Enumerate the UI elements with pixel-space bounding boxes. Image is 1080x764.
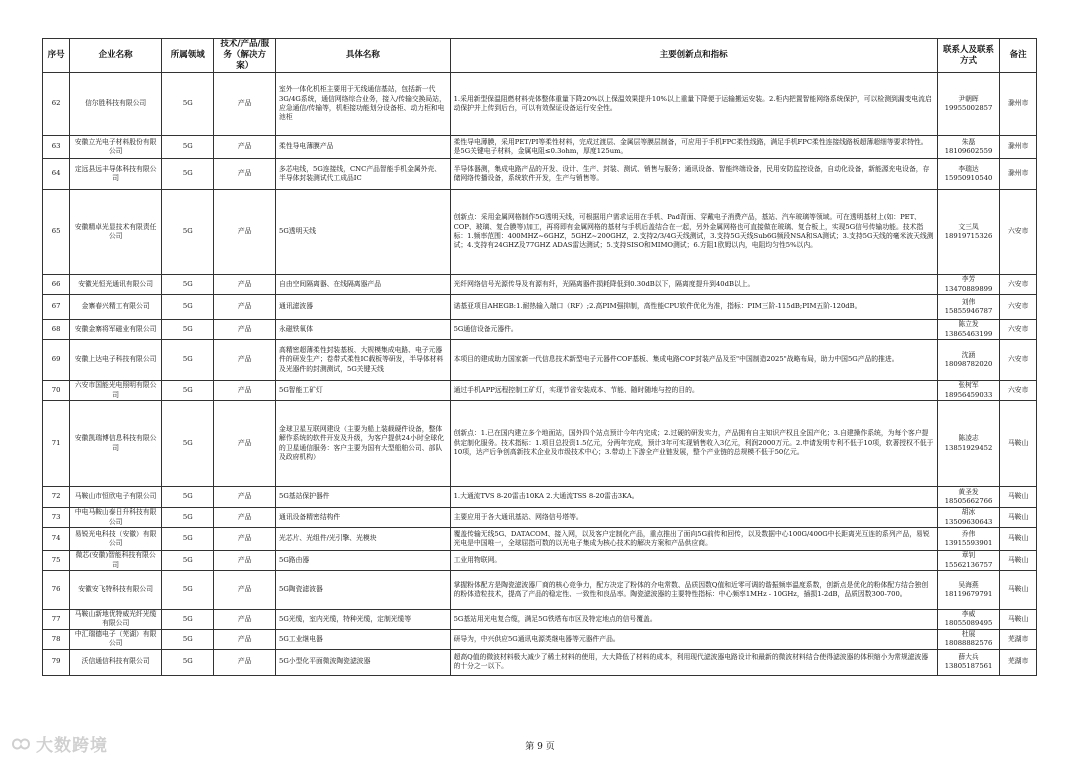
cell-type: 产品 <box>214 381 276 401</box>
cell-company: 沃信通信科技有限公司 <box>70 649 162 675</box>
cell-field: 5G <box>162 649 214 675</box>
header-contact: 联系人及联系方式 <box>937 39 1000 73</box>
cell-name: 自由空间隔离器、在线隔离器产品 <box>276 275 451 295</box>
cell-field: 5G <box>162 340 214 381</box>
cell-name: 柔性导电薄膜产品 <box>276 136 451 159</box>
cell-remark: 六安市 <box>1000 190 1037 275</box>
contact-phone: 13509630643 <box>944 517 993 526</box>
cell-remark: 滁州市 <box>1000 136 1037 159</box>
table-row <box>43 551 1037 571</box>
cell-company: 安徽金寨将军磁业有限公司 <box>70 320 162 340</box>
header-field: 所属领域 <box>162 39 214 73</box>
cell-field: 5G <box>162 487 214 508</box>
cell-company: 中电马鞍山泰日升科技有限公司 <box>70 508 162 528</box>
cell-company: 金寨春兴精工有限公司 <box>70 295 162 320</box>
cell-innovation: 诺基亚项目AHEGB:1.耐热输入端口（RF）;2.高PIM强抑制，高性能CPU软件优化为准，指标：PIM三阶-115dB;PIM五阶-120dB。 <box>450 295 937 320</box>
contact-name: 李威 <box>961 610 976 618</box>
cell-company: 安徽凯瑞博信息科技有限公司 <box>70 401 162 487</box>
cell-no: 79 <box>43 649 70 675</box>
cell-innovation: 掌握粉体配方是陶瓷滤波器厂商的核心竞争力，配方决定了粉体的介电常数、品质因数Q值和近零可调的谐振频率温度系数，创新点是优化的粉体配方结合独创的粉体造粒技术，提高了产品的稳定性、一致性和良品率。陶瓷滤波器的主要特性指标：中心频率1MHz - 10GHz，插损1-2dB，品质因数300-700。 <box>450 571 937 610</box>
contact-phone: 13805187561 <box>944 662 993 671</box>
cell-innovation: 半导体器测，集成电路产品的开发、设计、生产、封装、测试、销售与服务；通讯设备、智能终端设备，民用安防监控设备，自动化设备，新能源充电设备，存储网络传播设备，系统软件开发，生产与销售等。 <box>450 159 937 190</box>
cell-innovation: 5G基站用光电复合缆，满足5G铁塔布市区及特定地点的信号覆盖。 <box>450 610 937 630</box>
cell-company: 马鞍山市恒欣电子有限公司 <box>70 487 162 508</box>
contact-phone: 18098782020 <box>944 360 993 368</box>
contact-phone: 13851929452 <box>944 443 993 452</box>
cell-remark: 芜湖市 <box>1000 649 1037 675</box>
table-row <box>43 629 1037 649</box>
cell-remark: 六安市 <box>1000 295 1037 320</box>
table-row <box>43 381 1037 401</box>
cell-no: 66 <box>43 275 70 295</box>
contact-phone: 13915593901 <box>944 539 993 547</box>
table-body <box>43 73 1037 676</box>
contact-phone: 13470889899 <box>944 284 993 293</box>
contact-name: 吴海燕 <box>958 580 979 589</box>
cell-company: 马鞍山新地优特威光纤光缆有限公司 <box>70 610 162 630</box>
cell-remark: 马鞍山 <box>1000 487 1037 508</box>
cell-innovation: 研导为，中兴供应5G通讯电源类继电器等元器件产品。 <box>450 629 937 649</box>
cell-field: 5G <box>162 320 214 340</box>
cell-contact <box>937 571 1000 610</box>
contact-phone: 18055089495 <box>944 619 993 628</box>
contact-phone: 15950910540 <box>944 174 993 182</box>
cell-type: 产品 <box>214 528 276 551</box>
cell-contact <box>937 508 1000 528</box>
cell-type: 产品 <box>214 487 276 508</box>
contact-phone: 18088882576 <box>944 639 993 648</box>
cell-type: 产品 <box>214 340 276 381</box>
cell-name: 高精密超薄柔性封装基板、大规模集成电路、电子元器件的研发生产；卷带式柔性IC载板等研发，半导体材料及光器件的封测测试，5G关键天线 <box>276 340 451 381</box>
cell-company: 信尔胜科技有限公司 <box>70 73 162 136</box>
cell-type: 产品 <box>214 136 276 159</box>
cell-type: 产品 <box>214 275 276 295</box>
cell-remark: 马鞍山 <box>1000 401 1037 487</box>
table-row <box>43 508 1037 528</box>
cell-field: 5G <box>162 381 214 401</box>
cell-innovation: 超高Q值的微波材料极大减少了稀土材料的使用，大大降低了材料的成本，利用现代滤波器电路设计和最新的微波材料结合使得滤波器的体积缩小为常规滤波器的十分之一以下。 <box>450 649 937 675</box>
cell-field: 5G <box>162 73 214 136</box>
cell-name: 光芯片、光组件/光引擎、光模块 <box>276 528 451 551</box>
cell-no: 62 <box>43 73 70 136</box>
table-row <box>43 159 1037 190</box>
cell-remark: 马鞍山 <box>1000 528 1037 551</box>
cell-no: 72 <box>43 487 70 508</box>
cell-no: 74 <box>43 528 70 551</box>
cell-contact <box>937 275 1000 295</box>
cell-contact <box>937 159 1000 190</box>
cell-contact <box>937 136 1000 159</box>
cell-field: 5G <box>162 275 214 295</box>
cell-name: 5G陶瓷滤波器 <box>276 571 451 610</box>
cell-remark: 六安市 <box>1000 340 1037 381</box>
cell-name: 通讯滤波器 <box>276 295 451 320</box>
cell-no: 64 <box>43 159 70 190</box>
cell-remark: 六安市 <box>1000 320 1037 340</box>
contact-phone: 18505662766 <box>944 497 993 505</box>
cell-field: 5G <box>162 190 214 275</box>
cell-no: 75 <box>43 551 70 571</box>
cell-field: 5G <box>162 159 214 190</box>
table-row <box>43 320 1037 340</box>
cell-contact <box>937 649 1000 675</box>
header-innovation: 主要创新点和指标 <box>450 39 937 73</box>
cell-type: 产品 <box>214 73 276 136</box>
cell-name: 5G光缆，室内光缆，特种光缆，定制光缆等 <box>276 610 451 630</box>
cell-remark: 芜湖市 <box>1000 629 1037 649</box>
cell-type: 产品 <box>214 159 276 190</box>
cell-type: 产品 <box>214 190 276 275</box>
contact-name: 沈涵 <box>961 350 976 359</box>
cell-remark: 马鞍山 <box>1000 551 1037 571</box>
header-remark: 备注 <box>1000 39 1037 73</box>
cell-contact <box>937 551 1000 571</box>
cell-field: 5G <box>162 295 214 320</box>
contact-phone: 15562136757 <box>944 560 993 569</box>
product-table <box>42 38 1037 676</box>
cell-remark: 滁州市 <box>1000 73 1037 136</box>
header-no: 序号 <box>43 39 70 73</box>
watermark-text: 大数跨境 <box>36 736 108 756</box>
contact-phone: 18119679791 <box>944 590 993 598</box>
cell-no: 77 <box>43 610 70 630</box>
cell-company: 安徽光恒光通讯有限公司 <box>70 275 162 295</box>
cell-no: 71 <box>43 401 70 487</box>
contact-name: 乔伟 <box>961 529 976 538</box>
cell-contact <box>937 487 1000 508</box>
cell-innovation: 1.采用新型保温阻燃材料壳体整体重量下降20%以上保温效果提升10%以上重量下降便于运输搬运安装。2.柜内把置智能网络系统保护，可以检测到漏变电流启动保护并上传到后台，可以有效保证设备运行安全性。 <box>450 73 937 136</box>
table-row <box>43 610 1037 630</box>
cell-innovation: 主要应用于各大通讯基站、网络信号塔等。 <box>450 508 937 528</box>
cell-field: 5G <box>162 528 214 551</box>
cell-type: 产品 <box>214 320 276 340</box>
cell-contact <box>937 295 1000 320</box>
cell-company: 六安市国能光电照明有限公司 <box>70 381 162 401</box>
cell-no: 67 <box>43 295 70 320</box>
table-row <box>43 275 1037 295</box>
watermark <box>10 731 108 756</box>
cell-name: 5G智能工矿灯 <box>276 381 451 401</box>
contact-name: 张树军 <box>958 381 979 390</box>
contact-name: 陈凌志 <box>958 434 979 443</box>
contact-name: 章钊 <box>961 551 976 560</box>
table-header-row <box>43 39 1037 73</box>
contact-name: 李芳 <box>961 275 976 284</box>
cell-company: 安徽上达电子科技有限公司 <box>70 340 162 381</box>
cell-no: 76 <box>43 571 70 610</box>
contact-name: 黄圣发 <box>958 487 979 496</box>
contact-name: 李瑞达 <box>958 164 979 173</box>
cell-type: 产品 <box>214 571 276 610</box>
table-row <box>43 73 1037 136</box>
table-row <box>43 340 1037 381</box>
contact-name: 朱磊 <box>961 137 976 146</box>
cell-contact <box>937 381 1000 401</box>
contact-phone: 19955002857 <box>944 104 993 112</box>
cell-innovation: 光纤网络信号光源传导及有源有纤，光隔离器件损耗降低到0.30dB以下，隔离度提升到40dB以上。 <box>450 275 937 295</box>
cell-company: 易锐光电科技（安徽）有限公司 <box>70 528 162 551</box>
cell-innovation: 创新点：1.已在国内建立多个地面站，国外四个站点预计今年内完成；2.过硬的研发实力，产品拥有自主知识产权且全国产化；3.自建操作系统，为每个客户提供定制化服务。技术指标：1.项目总投资1.5亿元，分两年完成，预计3年可实现销售收入3亿元，利润2000万元。2.申请发明专利不低于10项，软著授权不低于10项，达产后争创高新技术企业及市级技术中心；3.带动上下游全产业链发展，整个产业链的总规模不低于50亿元。 <box>450 401 937 487</box>
contact-name: 陈立发 <box>958 320 979 329</box>
header-type: 技术/产品/服务（解决方案） <box>214 39 276 73</box>
cell-field: 5G <box>162 571 214 610</box>
cell-contact <box>937 528 1000 551</box>
table-row <box>43 649 1037 675</box>
cell-remark: 滁州市 <box>1000 159 1037 190</box>
cell-name: 多芯电线，5G连接线，CNC产品智能手机金属外壳、半导体封装测试代工成品IC <box>276 159 451 190</box>
cell-company: 中汇瑞德电子（芜湖）有限公司 <box>70 629 162 649</box>
table-row <box>43 295 1037 320</box>
contact-name: 薛大兵 <box>958 652 979 661</box>
cell-remark: 马鞍山 <box>1000 571 1037 610</box>
cell-type: 产品 <box>214 629 276 649</box>
contact-name: 胡冰 <box>961 508 976 517</box>
cell-field: 5G <box>162 136 214 159</box>
cell-innovation: 1.大通流TVS 8-20雷击10KA 2.大通流TSS 8-20雷击3KA。 <box>450 487 937 508</box>
cell-contact <box>937 610 1000 630</box>
cell-no: 73 <box>43 508 70 528</box>
table-row <box>43 401 1037 487</box>
cell-no: 65 <box>43 190 70 275</box>
cell-type: 产品 <box>214 551 276 571</box>
contact-name: 文三凤 <box>958 222 979 231</box>
cell-field: 5G <box>162 401 214 487</box>
page-number: 第 9 页 <box>525 742 555 752</box>
cell-company: 微芯(安徽)智能科技有限公司 <box>70 551 162 571</box>
table-row <box>43 528 1037 551</box>
cell-field: 5G <box>162 551 214 571</box>
table-row <box>43 571 1037 610</box>
cell-name: 5G小型化平面微波陶瓷滤波器 <box>276 649 451 675</box>
cell-remark: 马鞍山 <box>1000 610 1037 630</box>
cell-field: 5G <box>162 508 214 528</box>
cell-innovation: 通过手机APP远程控制工矿灯，实现节省安装成本、节能、随时随地与控的目的。 <box>450 381 937 401</box>
cell-no: 68 <box>43 320 70 340</box>
cell-company: 安徽立光电子材料股份有限公司 <box>70 136 162 159</box>
contact-phone: 18956459033 <box>944 390 993 399</box>
cell-type: 产品 <box>214 401 276 487</box>
cell-innovation: 工业用物联网。 <box>450 551 937 571</box>
cell-company: 安徽精卓光显技术有限责任公司 <box>70 190 162 275</box>
cell-type: 产品 <box>214 295 276 320</box>
cell-remark: 六安市 <box>1000 381 1037 401</box>
cell-type: 产品 <box>214 508 276 528</box>
cell-name: 5G路由器 <box>276 551 451 571</box>
cell-name: 5G基站保护器件 <box>276 487 451 508</box>
cell-no: 78 <box>43 629 70 649</box>
cell-company: 安徽安飞特科技有限公司 <box>70 571 162 610</box>
cell-innovation: 5G通信设备元器件。 <box>450 320 937 340</box>
header-company: 企业名称 <box>70 39 162 73</box>
cell-no: 70 <box>43 381 70 401</box>
cell-contact <box>937 320 1000 340</box>
cell-innovation: 覆盖传输无线5G、DATACOM、接入网，以及客户定制化产品，重点推出了面向5G前传和回传，以及数据中心100G/400G中长距离光互连的系列产品，易锐光电是中国唯一，全球屈指可数的以光电子集成为核心技术的解决方案和产品供应商。 <box>450 528 937 551</box>
contact-phone: 18919715326 <box>944 232 993 240</box>
cell-contact <box>937 190 1000 275</box>
contact-name: 刘伟 <box>961 297 976 306</box>
cell-name: 通讯设备精密结构件 <box>276 508 451 528</box>
cell-contact <box>937 401 1000 487</box>
table-row <box>43 190 1037 275</box>
cell-innovation: 柔性导电薄膜，采用PET/PI等柔性材料，完成过渡层、金属层等膜层制备，可应用于手机FPC柔性线路，满足手机FPC柔性连接线路板超薄超细等要求特性。是5G关键电子材料，金属电阻≤0.3ohm，厚度125um。 <box>450 136 937 159</box>
cell-name: 5G透明天线 <box>276 190 451 275</box>
contact-phone: 18109602559 <box>944 147 993 155</box>
cell-contact <box>937 340 1000 381</box>
cell-contact <box>937 73 1000 136</box>
cell-innovation: 本项目的建成助力国家新一代信息技术新型电子元器件COF基板、集成电路COF封装产品及至"中国制造2025"战略布局，助力中国5G产品的推进。 <box>450 340 937 381</box>
cell-field: 5G <box>162 610 214 630</box>
table-row <box>43 136 1037 159</box>
brand-logo-icon <box>10 736 32 752</box>
cell-name: 永磁铁氧体 <box>276 320 451 340</box>
cell-field: 5G <box>162 629 214 649</box>
contact-name: 杜展 <box>961 629 976 638</box>
contact-name: 尹朝晖 <box>958 94 979 103</box>
header-name: 具体名称 <box>276 39 451 73</box>
table-row <box>43 487 1037 508</box>
cell-type: 产品 <box>214 649 276 675</box>
cell-name: 室外一体化机柜主要用于无线通信基站，包括新一代3G/4G系统，通信网络综合业务，接入/传输交换局站，应急通信/传输等，机柜接功能划分设备柜、动力柜和电池柜 <box>276 73 451 136</box>
cell-no: 69 <box>43 340 70 381</box>
contact-phone: 15855946787 <box>944 307 993 315</box>
cell-type: 产品 <box>214 610 276 630</box>
contact-phone: 13865463199 <box>944 329 993 338</box>
cell-name: 金球卫星互联网建设（主要为船上装载硬件设备，整体解作系统的软件开发及升级，为客户提供24小时全球化的卫星通信服务：客户主要为国有大型船舶公司、部队及政府机构） <box>276 401 451 487</box>
cell-remark: 马鞍山 <box>1000 508 1037 528</box>
cell-contact <box>937 629 1000 649</box>
cell-company: 定远县远丰导体科技有限公司 <box>70 159 162 190</box>
cell-innovation: 创新点：采用金属网格制作5G透明天线，可根据用户需求运用在手机、Pad背面、穿戴电子消费产品，基站、汽车玻璃等领域。可在透明基材上(如：PET、COP、玻璃、复合膜等)加工，再将即有金属网格的基材与手机后盖结合在一起，另外金属网格也可直接做在玻璃、复合板上，实现5G信号传输功能。技术指标：1.频率范围：400MHZ~6GHZ，5GHZ~200GHZ，2.支持2/3/4G天线测试，3.支持5G天线Sub6G频段NSA和SA测试；3.支持5G天线的毫米波天线测试；4.支持有24GHZ及77GHZ ADAS雷达测试；5.支持SISO和MIMO测试；6.方阻1欧姆以内，电阻均匀性5%以内。 <box>450 190 937 275</box>
cell-name: 5G工业继电器 <box>276 629 451 649</box>
cell-no: 63 <box>43 136 70 159</box>
cell-remark: 六安市 <box>1000 275 1037 295</box>
